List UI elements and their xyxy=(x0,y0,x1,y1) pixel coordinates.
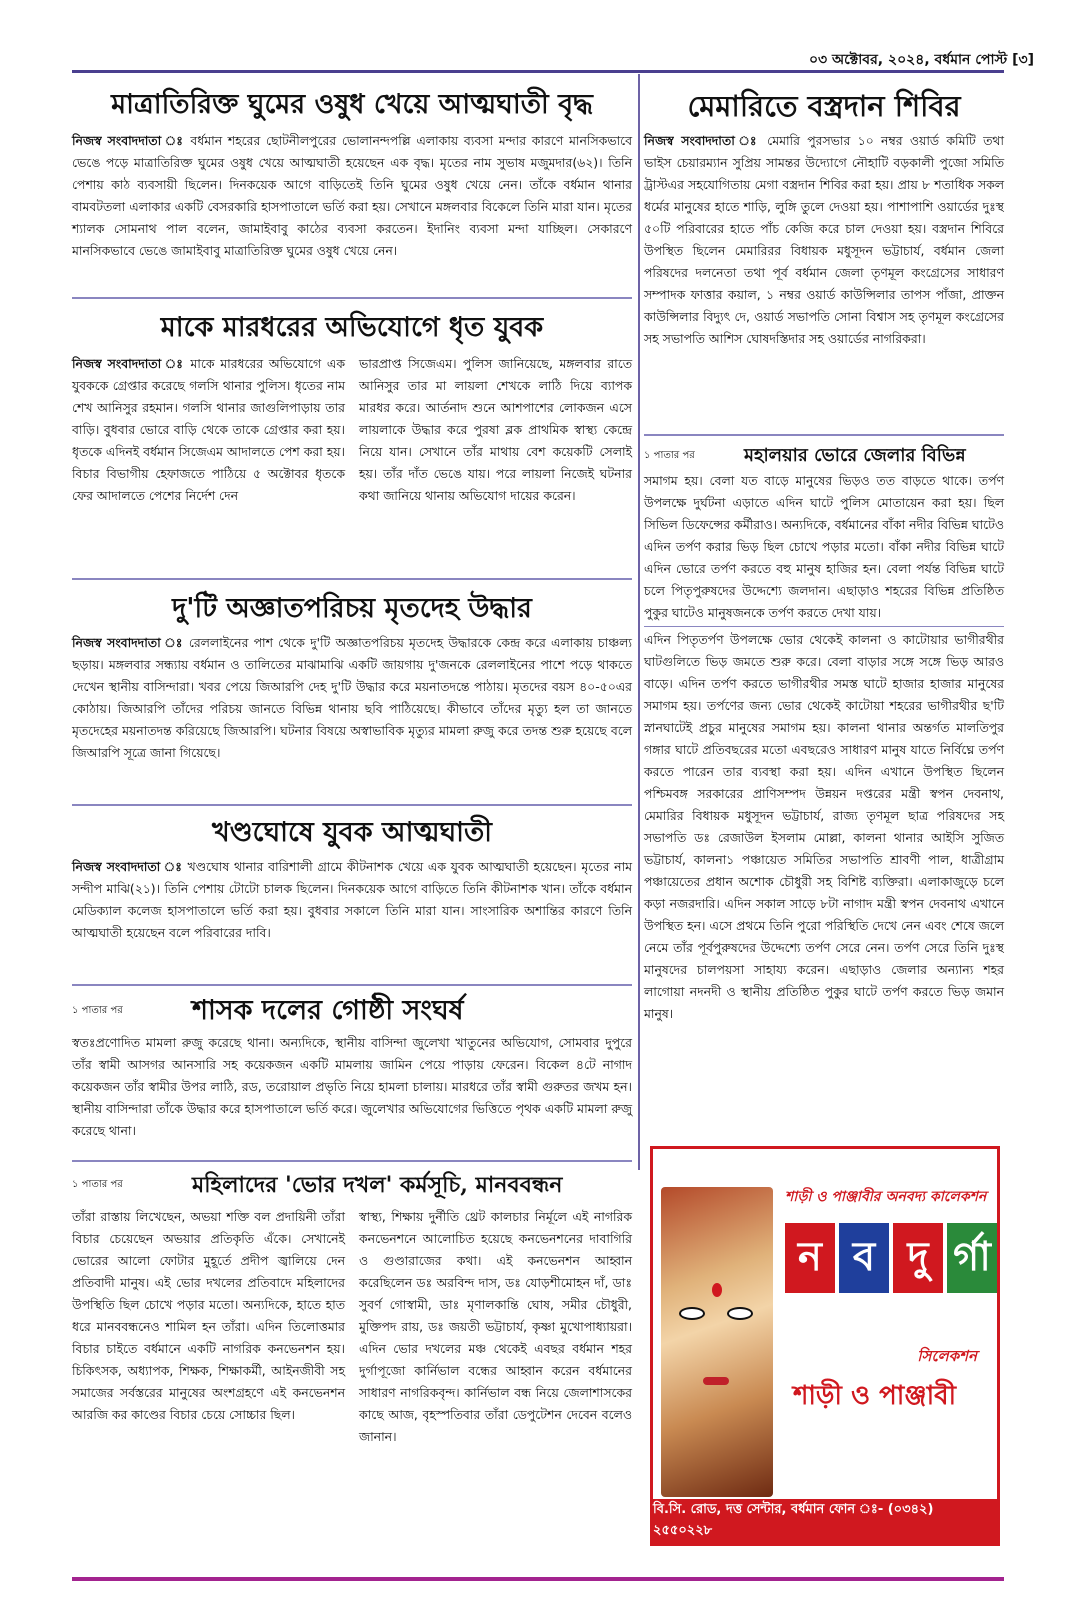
article-title: মাকে মারধরের অভিযোগে ধৃত যুবক xyxy=(160,312,544,343)
separator xyxy=(644,434,1004,436)
article-clothes-distribution xyxy=(644,84,1004,350)
byline: নিজস্ব সংবাদদাতা ঃ xyxy=(72,859,183,874)
article-title: মাত্রাতিরিক্ত ঘুমের ওষুধ খেয়ে আত্মঘাতী বৃদ্ধ xyxy=(111,89,593,120)
bottom-rule xyxy=(72,1577,1004,1581)
ad-tagline: শাড়ী ও পাঞ্জাবীর অনবদ্য কালেকশন xyxy=(785,1189,987,1205)
byline: নিজস্ব সংবাদদাতা ঃ xyxy=(72,635,184,650)
article-body-col1: মাকে মারধরের অভিযোগে এক যুবককে গ্রেপ্তার করেছে গলসি থানার পুলিস। ধৃতের নাম শেখ আনিসুর রহমান। গলসি থানার জাগুলিপাড়ায় তার বাড়ি। বুধবার ভোরে বাড়ি থেকে তাকে গ্রেপ্তার করা হয়। ধৃতকে এদিনই বর্ধমান সিজেএম আদালতে পেশ করা হয়। বিচার বিভাগীয় হেফাজতে পাঠিয়ে ৫ অক্টোবর ধৃতকে ফের আদালতে পেশের নির্দেশ দেন xyxy=(72,356,345,503)
separator xyxy=(72,1160,632,1162)
date-line: ০৩ অক্টোবর, ২০২৪, বর্ধমান পোস্ট xyxy=(808,52,1008,68)
article-body-col2: ভারপ্রাপ্ত সিজেএম। পুলিস জানিয়েছে, মঙ্গলবার রাতে আনিসুর তার মা লায়লা শেখকে লাঠি দিয়ে ব্যাপক মারধর করে। আর্তনাদ শুনে আশপাশের লোকজন এসে লায়লাকে উদ্ধার করে পুরষা ব্লক প্রাথমিক স্বাস্থ্য কেন্দ্রে নিয়ে যান। সেখানে তাঁর মাথায় বেশ কয়েকটি সেলাই হয়। তাঁর দাঁত ভেঙে যায়। পরে লায়লা নিজেই ঘটনার কথা জানিয়ে থানায় অভিযোগ দায়ের করেন। xyxy=(359,356,632,503)
article-body-col1: তাঁরা রাস্তায় লিখেছেন, অভয়া শক্তি বল প্রদায়িনী তাঁরা বিচার চেয়েছেন অভয়ার প্রতিকৃতি এঁকে। সেখানেই ভোরের আলো ফোটার মুহূর্তে প্রদীপ জ্বালিয়ে দেন প্রতিবাদী মানুষ। এই ভোর দখলের প্রতিবাদে মহিলাদের উপস্থিতি ছিল চোখে পড়ার মতো। অন্যদিকে, হাতে হাত ধরে মানববন্ধনেও শামিল হন তাঁরা। এদিন তিলোত্তমার বিচার চাইতে বর্ধমানে একটি নাগরিক কনভেনশন হয়। চিকিৎসক, অধ্যাপক, শিক্ষক, শিক্ষাকর্মী, আইনজীবী সহ সমাজের সর্বস্তরের মানুষের অংশগ্রহণে এই কনভেনশন আরজি কর কাণ্ডের বিচার চেয়ে সোচ্চার ছিল। xyxy=(72,1209,345,1422)
page-header xyxy=(809,48,1034,72)
byline: নিজস্ব সংবাদদাতা ঃ xyxy=(72,133,185,148)
continued-label: ১ পাতার পর xyxy=(72,1178,123,1190)
article-title: মহিলাদের 'ভোর দখল' কর্মসূচি, মানববন্ধন xyxy=(192,1172,563,1198)
column-divider xyxy=(638,74,640,1170)
article-title: খণ্ডঘোষে যুবক আত্মঘাতী xyxy=(212,817,492,848)
article-body-col2: স্বাস্থ্য, শিক্ষায় দুর্নীতি থ্রেট কালচার নির্মূলে এই নাগরিক কনভেনশনে আলোচিত হয়েছে কনভেনশনের দাবাগিরি ও গুণ্ডারাজের কথা। এই কনভেনশন আহ্বান করেছিলেন ডঃ অরবিন্দ দাস, ডঃ যোড়শীমোহন দাঁ, ডাঃ সুবর্ণ গোস্বামী, ডাঃ মৃণালকান্তি ঘোষ, সমীর চৌধুরী, মুক্তিপদ রায়, ডঃ জয়তী ভট্টাচার্য, কৃষ্ণা মুখোপাধ্যায়রা। এদিন ভোর দখলের মঞ্চ থেকেই এবছর বর্ধমান শহর দুর্গাপূজো কার্নিভাল বন্ধের আহ্বান করেন বর্ধমানের সাধারণ নাগরিকবৃন্দ। কার্নিভাল বন্ধ নিয়ে জেলাশাসকের কাছে আজ, বৃহস্পতিবার তাঁরা ডেপুটেশন দেবেন বলেও জানান। xyxy=(359,1209,632,1444)
byline: নিজস্ব সংবাদদাতা ঃ xyxy=(644,133,760,148)
article-title: দু'টি অজ্ঞাতপরিচয় মৃতদেহ উদ্ধার xyxy=(172,593,532,624)
separator xyxy=(72,804,632,806)
article-body: বর্ধমান শহরের ছোটনীলপুরের ভোলানন্দপল্লি এলাকায় ব্যবসা মন্দার কারণে মানসিকভাবে ভেঙে পড়ে মাত্রাতিরিক্ত ঘুমের ওষুধ খেয়ে আত্মঘাতী হয়েছেন এক বৃদ্ধ। মৃতের নাম সুভাষ মজুমদার(৬২)। তিনি পেশায় কাঠ ব্যবসায়ী ছিলেন। দিনকয়েক আগে বাড়িতেই তিনি ঘুমের ওষুধ খেয়ে নেন। তাঁকে বর্ধমান থানার বামবটতলা এলাকার একটি বেসরকারি হাসপাতালে ভর্তি করা হয়। সেখানে মঙ্গলবার বিকেলে তিনি মারা যান। মৃতের শ্যালক সোমনাথ পাল বলেন, জামাইবাবু কাঠের ব্যবসা করতেন। ইদানিং ব্যবসা মন্দা যাচ্ছিল। সেকারণে মানসিকভাবে ভেঙে জামাইবাবু মাত্রাতিরিক্ত ঘুমের ওষুধ খেয়ে নেন। xyxy=(72,133,632,258)
article-body: খণ্ডঘোষ থানার বারিশালী গ্রামে কীটনাশক খেয়ে এক যুবক আত্মঘাতী হয়েছেন। মৃতের নাম সন্দীপ মাঝি(২১)। তিনি পেশায় টোটো চালক ছিলেন। দিনকয়েক আগে বাড়িতে তিনি কীটনাশক খান। তাঁকে বর্ধমান মেডিক্যাল কলেজ হাসপাতালে ভর্তি করা হয়। বুধবার সকালে তিনি মারা যান। সাংসারিক অশান্তির কারণে তিনি আত্মঘাতী হয়েছেন বলে পরিবারের দাবি। xyxy=(72,859,632,940)
article-group-clash xyxy=(72,992,632,1142)
article-women-protest xyxy=(72,1168,632,1448)
article-title: শাসক দলের গোষ্ঠী সংঘর্ষ xyxy=(192,995,464,1026)
article-body: রেললাইনের পাশ থেকে দু'টি অজ্ঞাতপরিচয় মৃতদেহ উদ্ধারকে কেন্দ্র করে এলাকায় চাঞ্চল্য ছড়ায়। মঙ্গলবার সন্ধ্যায় বর্ধমান ও তালিতের মাঝামাঝি একটি জায়গায় দু'জনকে রেললাইনের পাশে পড়ে থাকতে দেখেন স্থানীয় বাসিন্দারা। খবর পেয়ে জিআরপি দেহ দু'টি উদ্ধার করে ময়নাতদন্তে পাঠায়। মৃতদের বয়স ৪০-৫০এর কোঠায়। জিআরপি তাঁদের পরিচয় জানতে বিভিন্ন থানায় ছবি পাঠিয়েছে। কীভাবে তাঁদের মৃত্যু হল তা জানতে মৃতদেহের ময়নাতদন্ত করিয়েছে জিআরপি। ঘটনার বিষয়ে অস্বাভাবিক মৃত্যুর মামলা রুজু করে তদন্ত শুরু হয়েছে বলে জিআরপি সূত্রে জানা গিয়েছে। xyxy=(72,635,632,760)
ad-letter-3: দু xyxy=(893,1223,943,1293)
ad-subtitle: সিলেকশন xyxy=(917,1347,977,1365)
ad-product: শাড়ী ও পাঞ্জাবী xyxy=(793,1381,957,1411)
article-mahalaya xyxy=(644,442,1004,1025)
article-body-p2: এদিন পিতৃতর্পণ উপলক্ষে ভোর থেকেই কালনা ও কাটোয়ার ভাগীরথীর ঘাটগুলিতে ভিড় জমতে শুরু করে। বেলা বাড়ার সঙ্গে সঙ্গে ভিড় আরও বাড়ে। এদিন তর্পণ করতে ভাগীরথীর সমস্ত ঘাটে হাজার হাজার মানুষের সমাগম হয়। তর্পণের জন্য ভোর থেকেই কাটোয়া শহরের ভাগীরথীর ছ'টি স্নানঘাটেই প্রচুর মানুষের সমাগম হয়। কালনা থানার অন্তর্গত মালতিপুর গঙ্গার ঘাটে প্রতিবছরের মতো এবছরেও সাধারণ মানুষ যাতে নির্বিঘ্নে তর্পণ করতে পারেন তার ব্যবস্থা করা হয়। এদিন এখানে উপস্থিত ছিলেন পশ্চিমবঙ্গ সরকারের প্রাণিসম্পদ উন্নয়ন দপ্তরের মন্ত্রী স্বপন দেবনাথ, মেমারির বিধায়ক মধুসূদন ভট্টাচার্য, রাজ্য তৃণমূল ছাত্র পরিষদের সহ সভাপতি ডঃ রেজাউল ইসলাম মোল্লা, কালনা থানার আইসি সুজিত ভট্টাচার্য, কালনা১ পঞ্চায়েত সমিতির সভাপতি শ্রাবণী পাল, ধাত্রীগ্রাম পঞ্চায়েতের প্রধান অশোক চৌধুরী সহ বিশিষ্ট ব্যক্তিরা। এলাকাজুড়ে চলে কড়া নজরদারি। এদিন সকাল সাড়ে ৮টা নাগাদ মন্ত্রী স্বপন দেবনাথ এখানে উপস্থিত হন। এসে প্রথমে তিনি পুরো পরিস্থিতি দেখে নেন এবং শেষে জলে নেমে তাঁর পূর্বপুরুষদের উদ্দেশ্যে তর্পণ সেরে নেন। তর্পণ সেরে তিনি দুঃস্থ মানুষদের চালপয়সা সাহায্য করেন। এছাড়াও জেলার অন্যান্য শহর লাগোয়া নদনদী ও স্থানীয় প্রতিষ্ঠিত পুকুর ঘাটে তর্পণ করতে ভিড় জমান মানুষ। xyxy=(644,632,1004,1021)
article-son-arrested xyxy=(72,307,632,507)
separator xyxy=(72,984,632,986)
article-title: মহালয়ার ভোরে জেলার বিভিন্ন xyxy=(744,445,966,466)
ad-letter-4: র্গা xyxy=(947,1223,997,1293)
top-rule xyxy=(72,70,1004,73)
article-title: মেমারিতে বস্ত্রদান শিবির xyxy=(687,89,961,123)
byline: নিজস্ব সংবাদদাতা ঃ xyxy=(72,356,185,371)
separator xyxy=(72,578,632,580)
ad-address-bar: বি.সি. রোড, দত্ত সেন্টার, বর্ধমান ফোন ঃ- (০৩৪২) ২৫৫০২২৮ xyxy=(653,1499,997,1543)
ad-letter-1: ন xyxy=(785,1223,835,1293)
article-bodies-recovered xyxy=(72,588,632,764)
separator xyxy=(72,297,632,299)
article-body: স্বতঃপ্রণোদিত মামলা রুজু করেছে থানা। অন্যদিকে, স্থানীয় বাসিন্দা জুলেখা খাতুনের অভিযোগ, সোমবার দুপুরে তাঁর স্বামী আসগর আনসারি সহ কয়েকজন একটি মামলায় জামিন পেয়ে পাড়ায় ফেরেন। বিকেল ৪টে নাগাদ কয়েকজন তাঁর স্বামীর উপর লাঠি, রড, তরোয়াল প্রভৃতি নিয়ে হামলা চালায়। মারধরে তাঁর স্বামী গুরুতর জখম হন। স্থানীয় বাসিন্দারা তাঁকে উদ্ধার করে হাসপাতালে ভর্তি করে। জুলেখার অভিযোগের ভিত্তিতে পৃথক একটি মামলা রুজু করেছে থানা। xyxy=(72,1035,632,1138)
article-sleeping-pills xyxy=(72,84,632,262)
goddess-durga-image xyxy=(661,1187,773,1497)
ad-letter-2: ব xyxy=(839,1223,889,1293)
continued-label: ১ পাতার পর xyxy=(644,449,695,461)
article-youth-suicide xyxy=(72,812,632,944)
continued-label: ১ পাতার পর xyxy=(72,1004,123,1016)
page-number: [৩] xyxy=(1012,52,1034,68)
article-body-p1: সমাগম হয়। বেলা যত বাড়ে মানুষের ভিড়ও তত বাড়তে থাকে। তর্পণ উপলক্ষে দুর্ঘটনা এড়াতে এদিন ঘাটে পুলিস মোতায়েন করা হয়। ছিল সিভিল ডিফেন্সের কর্মীরাও। অন্যদিকে, বর্ধমানের বাঁকা নদীর বিভিন্ন ঘাটেও এদিন তর্পণ করার ভিড় ছিল চোখে পড়ার মতো। বাঁকা নদীর বিভিন্ন ঘাটে এদিন ভোরে তর্পণ করতে বহু মানুষ হাজির হন। বেলা পর্যন্ত বিভিন্ন ঘাটে চলে পিতৃপুরুষদের উদ্দেশ্যে জলদান। এছাড়াও শহরের বিভিন্ন প্রতিষ্ঠিত পুকুর ঘাটেও মানুষজনকে তর্পণ করতে দেখা যায়। xyxy=(644,473,1004,620)
article-body: মেমারি পুরসভার ১০ নম্বর ওয়ার্ড কমিটি তথা ভাইস চেয়ারম্যান সুপ্রিয় সামন্তর উদ্যোগে নৌহাটি বড়কালী পুজো সমিতি ট্রাস্টএর সহযোগিতায় মেগা বস্ত্রদান শিবির করা হয়। প্রায় ৮ শতাধিক সকল ধর্মের মানুষের হাতে শাড়ি, লুঙ্গি তুলে দেওয়া হয়। পাশাপাশি ওয়ার্ডের দুঃস্থ ৫০টি পরিবারের হাতে পাঁচ কেজি করে চাল দেওয়া হয়। বস্ত্রদান শিবিরে উপস্থিত ছিলেন মেমারিরর বিধায়ক মধুসূদন ভট্টাচার্য, বর্ধমান জেলা পরিষদের দলনেতা তথা পূর্ব বর্ধমান জেলা তৃণমূল কংগ্রেসের সাধারণ সম্পাদক ফাত্তার কয়াল, ১ নম্বর ওয়ার্ড কাউন্সিলার তাপস পাঁজা, প্রাক্তন কাউন্সিলার বিদ্যুৎ দে, ওয়ার্ড সভাপতি সোনা বিশ্বাস সহ তৃণমূল কংগ্রেসের সহ সভাপতি আশিস ঘোষদস্তিদার সহ ওয়ার্ডের নাগরিকরা। xyxy=(644,133,1005,346)
nabadurga-advertisement[interactable] xyxy=(650,1146,1000,1546)
